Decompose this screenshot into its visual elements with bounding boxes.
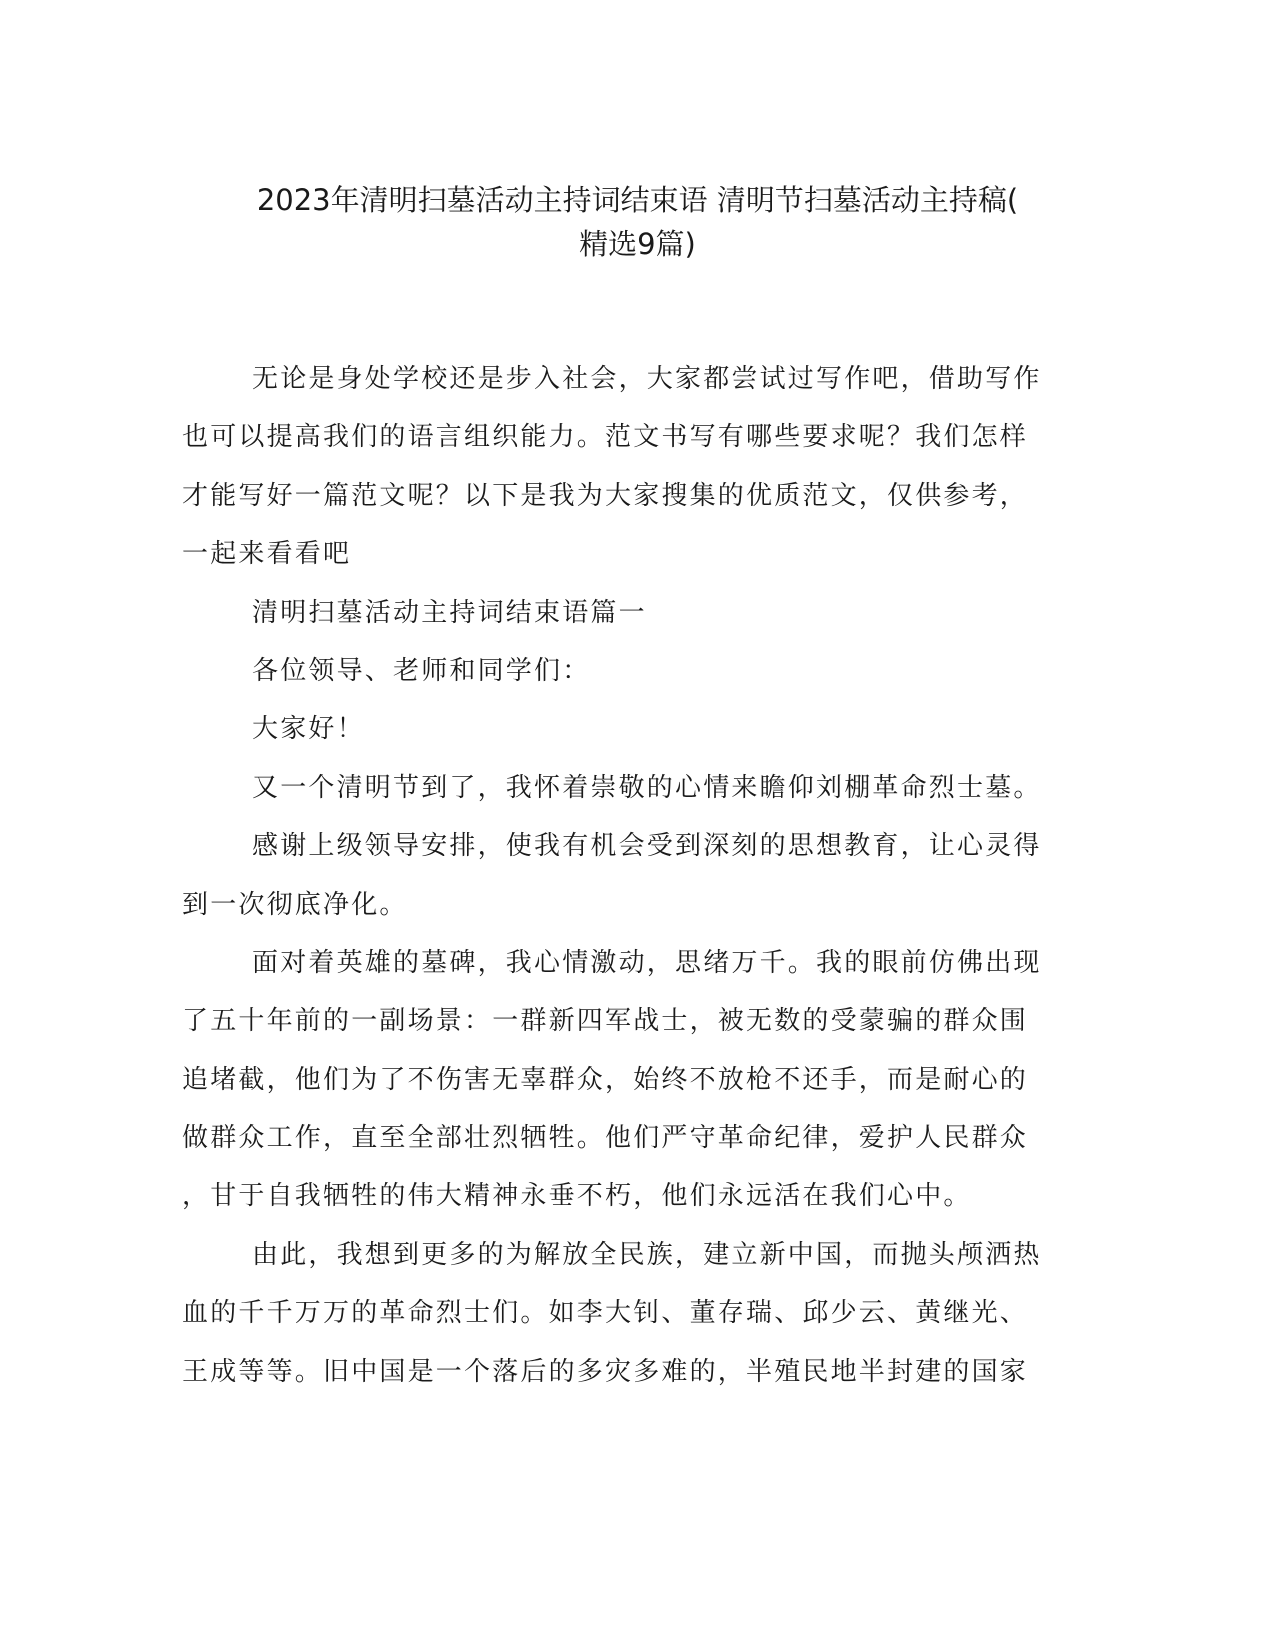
paragraph-4 <box>182 1226 1062 1401</box>
paragraph-line: 做群众工作，直至全部壮烈牺牲。他们严守革命纪律，爱护人民群众 <box>182 1123 1029 1154</box>
greeting: 大家好！ <box>252 714 365 745</box>
intro-line: 一起来看看吧 <box>182 539 352 570</box>
intro-line: 也可以提高我们的语言组织能力。范文书写有哪些要求呢？我们怎样 <box>182 422 1029 453</box>
title-line-1: 2023年清明扫墓活动主持词结束语 清明节扫墓活动主持稿( <box>256 183 1019 217</box>
paragraph-line: 了五十年前的一副场景：一群新四军战士，被无数的受蒙骗的群众围 <box>182 1006 1029 1037</box>
document-body <box>182 350 1062 1401</box>
paragraph-2 <box>182 817 1062 934</box>
paragraph-line: 到一次彻底净化。 <box>182 889 408 920</box>
paragraph-1: 又一个清明节到了，我怀着崇敬的心情来瞻仰刘棚革命烈士墓。 <box>252 772 1042 803</box>
intro-line: 才能写好一篇范文呢？以下是我为大家搜集的优质范文，仅供参考， <box>182 480 1029 511</box>
intro-line: 无论是身处学校还是步入社会，大家都尝试过写作吧，借助写作 <box>252 364 1042 394</box>
paragraph-line: 感谢上级领导安排，使我有机会受到深刻的思想教育，让心灵得 <box>252 831 1042 862</box>
document-title <box>180 178 1095 266</box>
title-line-2: 精选9篇) <box>579 227 696 261</box>
paragraph-line: 血的千千万万的革命烈士们。如李大钊、董存瑞、邱少云、黄继光、 <box>182 1298 1029 1329</box>
intro-paragraph <box>182 350 1062 584</box>
paragraph-line: 由此，我想到更多的为解放全民族，建立新中国，而抛头颅洒热 <box>252 1239 1042 1270</box>
paragraph-line: 面对着英雄的墓碑，我心情激动，思绪万千。我的眼前仿佛出现 <box>252 947 1042 978</box>
paragraph-3 <box>182 934 1062 1226</box>
section-heading: 清明扫墓活动主持词结束语篇一 <box>252 597 647 628</box>
paragraph-line: 追堵截，他们为了不伤害无辜群众，始终不放枪不还手，而是耐心的 <box>182 1064 1029 1095</box>
salutation: 各位领导、老师和同学们： <box>252 655 591 686</box>
paragraph-line: ，甘于自我牺牲的伟大精神永垂不朽，他们永远活在我们心中。 <box>182 1181 972 1212</box>
paragraph-line: 王成等等。旧中国是一个落后的多灾多难的，半殖民地半封建的国家 <box>182 1356 1029 1387</box>
